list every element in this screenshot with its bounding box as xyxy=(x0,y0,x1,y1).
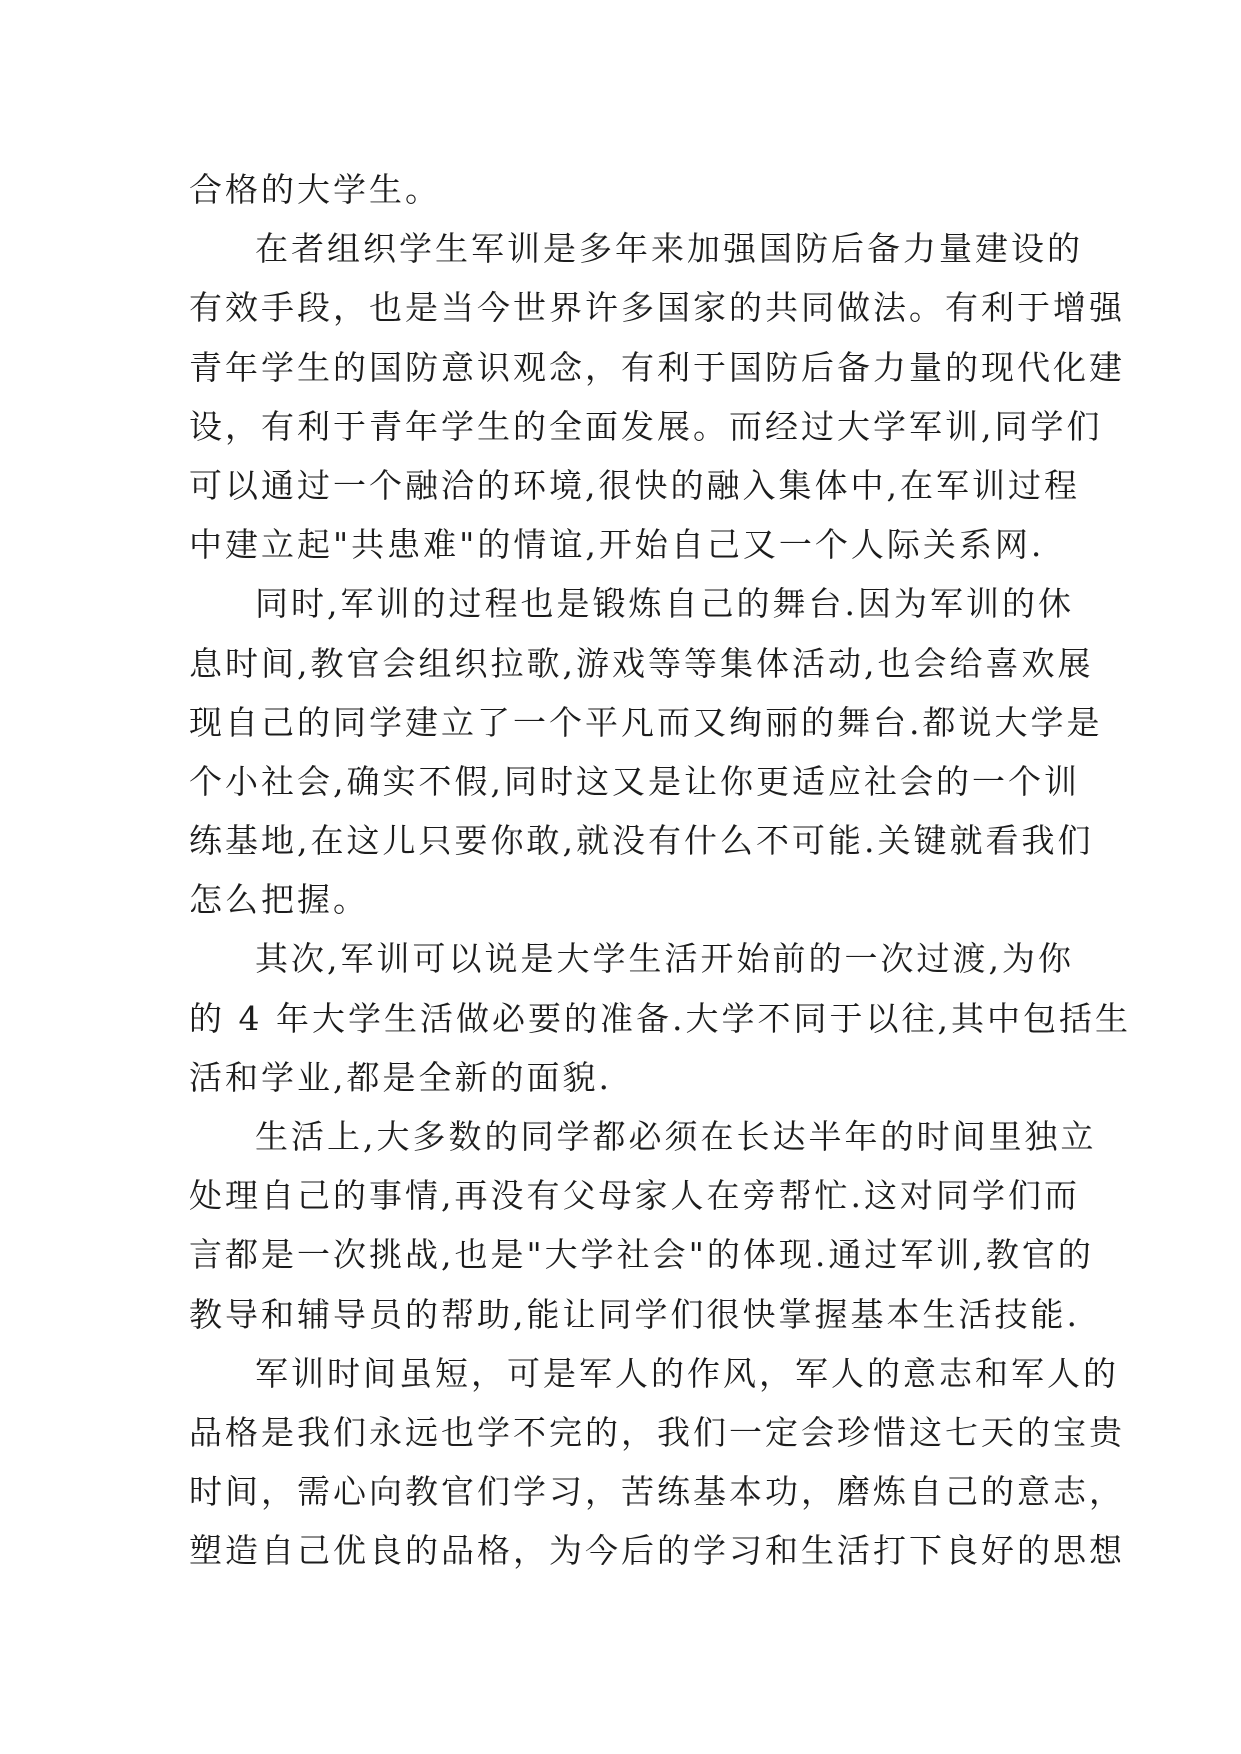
text-line: 现自己的同学建立了一个平凡而又绚丽的舞台.都说大学是 xyxy=(189,702,1103,742)
text-line: 时间，需心向教官们学习，苦练基本功，磨炼自己的意志， xyxy=(189,1472,1125,1512)
text-line: 言都是一次挑战,也是"大学社会"的体现.通过军训,教官的 xyxy=(189,1235,1094,1275)
text-line: 生活上,大多数的同学都必须在长达半年的时间里独立 xyxy=(255,1117,1097,1156)
text-line: 塑造自己优良的品格，为今后的学习和生活打下良好的思想 xyxy=(189,1531,1125,1571)
text-line: 合格的大学生。 xyxy=(189,170,441,209)
text-line: 个小社会,确实不假,同时这又是让你更适应社会的一个训 xyxy=(189,761,1080,801)
text-line: 中建立起"共患难"的情谊,开始自己又一个人际关系网. xyxy=(189,525,1045,565)
text-line: 设，有利于青年学生的全面发展。而经过大学军训,同学们 xyxy=(189,406,1103,446)
text-line: 军训时间虽短，可是军人的作风，军人的意志和军人的 xyxy=(255,1353,1119,1393)
text-line: 的 4 年大学生活做必要的准备.大学不同于以往,其中包括生 xyxy=(189,998,1131,1038)
text-line: 教导和辅导员的帮助,能让同学们很快掌握基本生活技能. xyxy=(189,1294,1080,1334)
text-line: 怎么把握。 xyxy=(189,880,369,920)
text-line: 青年学生的国防意识观念，有利于国防后备力量的现代化建 xyxy=(189,347,1125,387)
text-line: 处理自己的事情,再没有父母家人在旁帮忙.这对同学们而 xyxy=(189,1176,1080,1216)
text-line: 活和学业,都是全新的面貌. xyxy=(189,1057,612,1097)
text-line: 息时间,教官会组织拉歌,游戏等等集体活动,也会给喜欢展 xyxy=(189,643,1094,683)
text-line: 品格是我们永远也学不完的，我们一定会珍惜这七天的宝贵 xyxy=(189,1412,1125,1452)
text-line: 有效手段，也是当今世界许多国家的共同做法。有利于增强 xyxy=(189,288,1125,328)
document-body xyxy=(189,160,1131,1581)
text-line: 可以通过一个融洽的环境,很快的融入集体中,在军训过程 xyxy=(189,465,1080,505)
text-line: 在者组织学生军训是多年来加强国防后备力量建设的 xyxy=(255,229,1083,269)
text-line: 练基地,在这儿只要你敢,就没有什么不可能.关键就看我们 xyxy=(189,821,1094,861)
text-line: 其次,军训可以说是大学生活开始前的一次过渡,为你 xyxy=(255,939,1074,979)
text-line: 同时,军训的过程也是锻炼自己的舞台.因为军训的休 xyxy=(255,584,1074,624)
